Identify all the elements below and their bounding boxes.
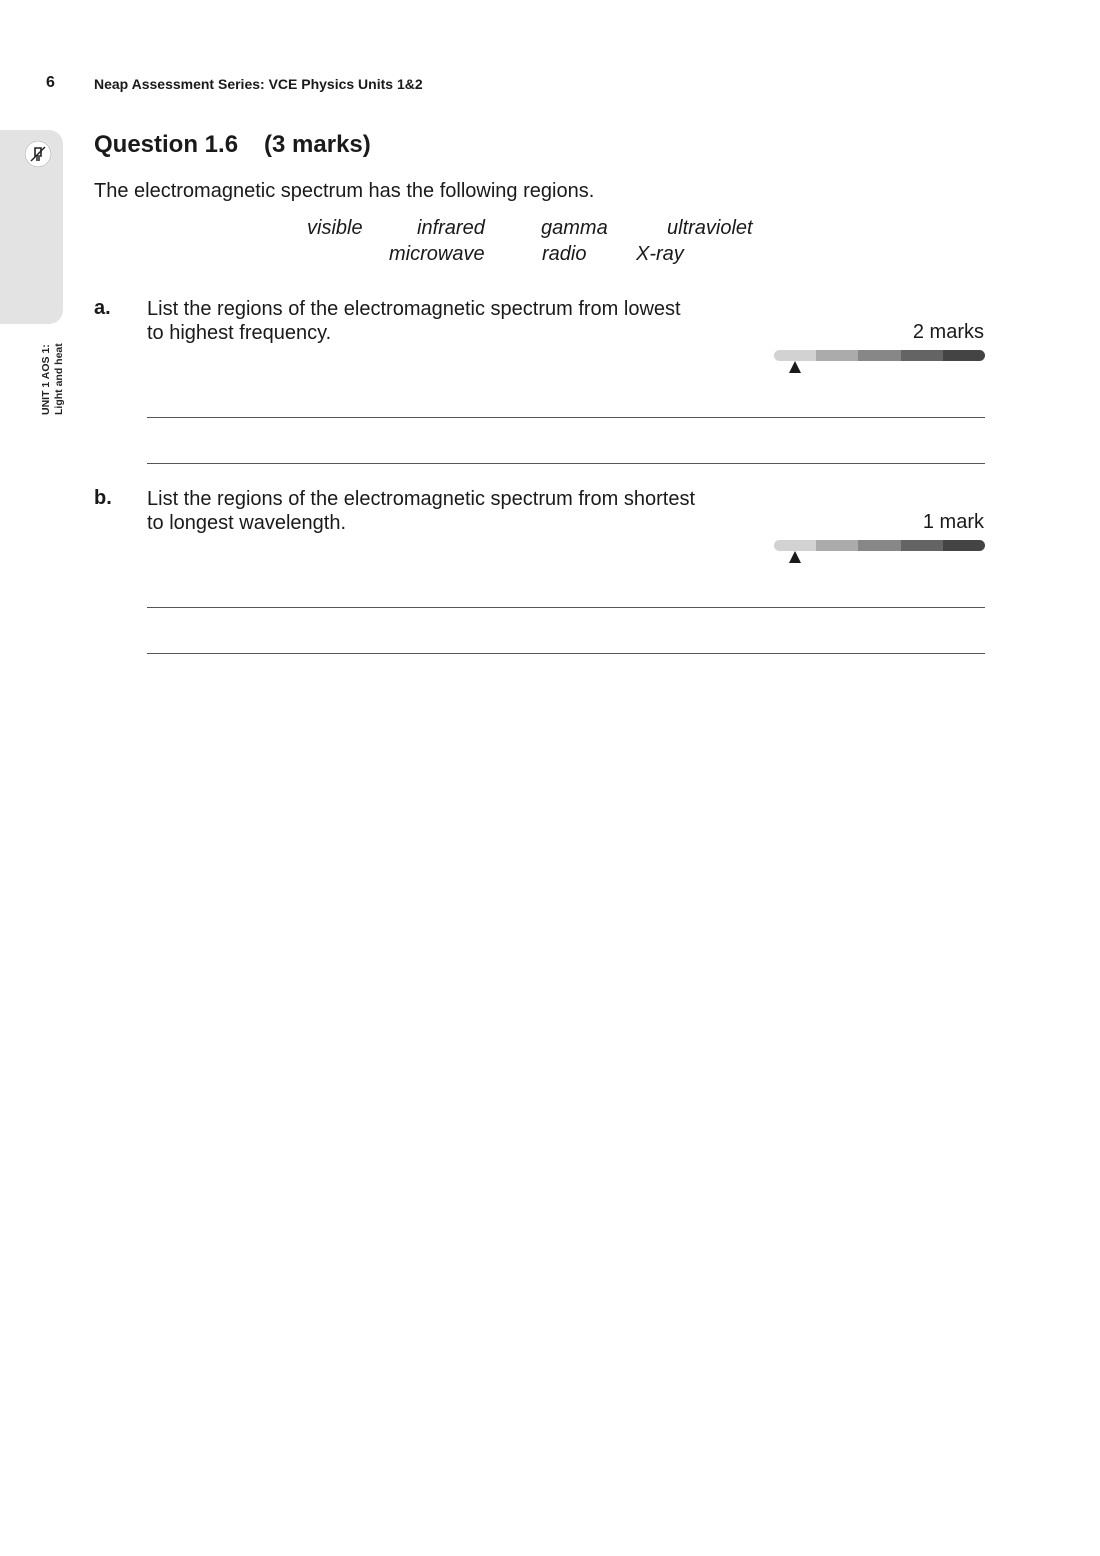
question-marks: (3 marks) xyxy=(264,131,371,158)
part-a-answer-line-2[interactable] xyxy=(147,463,985,464)
part-a-difficulty-pointer-icon xyxy=(789,361,801,373)
difficulty-segment-5 xyxy=(943,540,985,551)
part-b-text-line-1: List the regions of the electromagnetic spectrum from shortest xyxy=(147,488,696,510)
light-bulb-icon xyxy=(24,140,52,168)
part-a-label: a. xyxy=(94,297,111,319)
part-a-text-line-1: List the regions of the electromagnetic spectrum from lowest xyxy=(147,298,681,320)
part-b-answer-line-2[interactable] xyxy=(147,653,985,654)
difficulty-segment-1 xyxy=(774,350,816,361)
part-b-answer-line-1[interactable] xyxy=(147,607,985,608)
difficulty-segment-4 xyxy=(901,540,943,551)
region-microwave: microwave xyxy=(389,243,485,265)
region-radio: radio xyxy=(542,243,587,265)
part-a-text xyxy=(147,297,681,345)
part-b-difficulty-bar xyxy=(774,540,985,551)
part-b-text xyxy=(147,487,695,535)
running-header: Neap Assessment Series: VCE Physics Units 1&2 xyxy=(94,76,423,92)
question-title xyxy=(94,131,371,159)
part-b-text-line-2: to longest wavelength. xyxy=(147,512,347,534)
question-number: Question 1.6 xyxy=(94,131,239,158)
difficulty-segment-2 xyxy=(816,540,858,551)
part-a-answer-line-1[interactable] xyxy=(147,417,985,418)
side-tab-label xyxy=(40,343,66,415)
part-b-marks: 1 mark xyxy=(922,511,984,533)
difficulty-segment-1 xyxy=(774,540,816,551)
part-a-text-line-2: to highest frequency. xyxy=(147,322,332,344)
region-x-ray: X-ray xyxy=(636,243,684,265)
difficulty-segment-2 xyxy=(816,350,858,361)
region-infrared: infrared xyxy=(417,217,485,239)
difficulty-segment-3 xyxy=(858,540,900,551)
difficulty-segment-3 xyxy=(858,350,900,361)
region-ultraviolet: ultraviolet xyxy=(667,217,753,239)
side-tab-line-1: UNIT 1 AOS 1: xyxy=(40,344,52,415)
question-intro: The electromagnetic spectrum has the following regions. xyxy=(94,180,595,202)
side-tab xyxy=(0,130,65,415)
side-tab-line-2: Light and heat xyxy=(53,343,65,415)
part-b-difficulty-pointer-icon xyxy=(789,551,801,563)
part-a-difficulty-bar xyxy=(774,350,985,361)
part-a-marks: 2 marks xyxy=(912,321,984,343)
region-visible: visible xyxy=(307,217,363,239)
difficulty-segment-5 xyxy=(943,350,985,361)
page-number: 6 xyxy=(46,74,55,91)
region-gamma: gamma xyxy=(541,217,608,239)
part-b-label: b. xyxy=(94,487,112,509)
difficulty-segment-4 xyxy=(901,350,943,361)
